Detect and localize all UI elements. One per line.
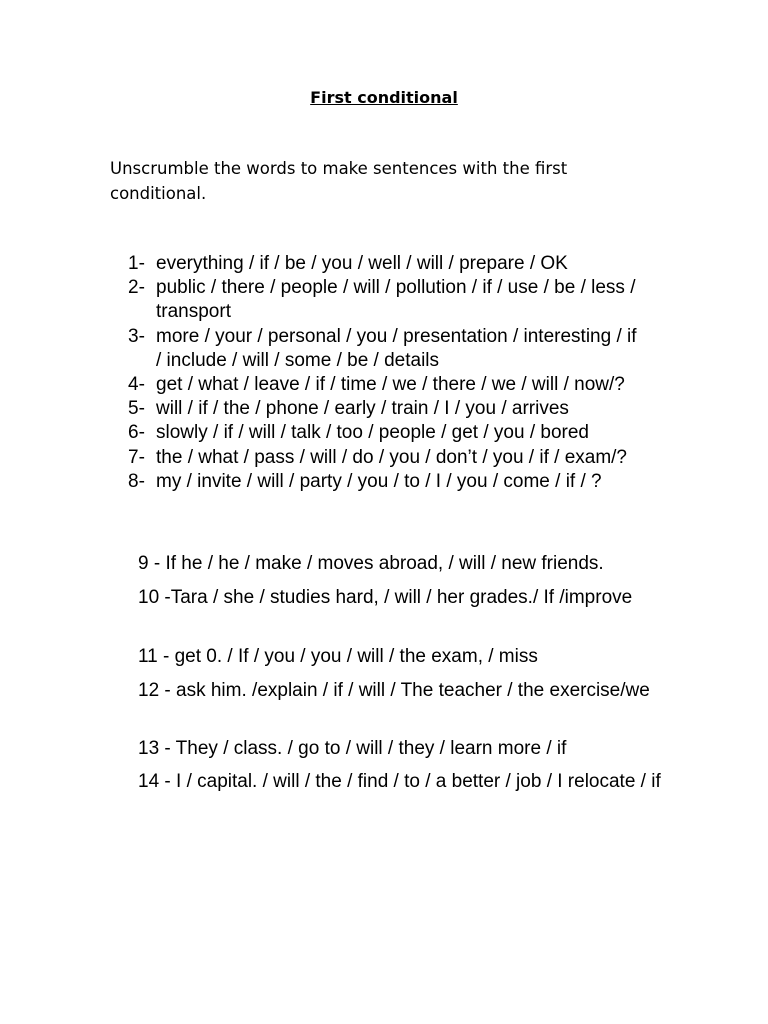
item-number: 2- [128, 277, 145, 299]
list-item [128, 252, 638, 276]
item-number: 5- [128, 398, 145, 420]
list-item [128, 446, 638, 470]
instructions-text: Unscrumble the words to make sentences with the first conditional. [110, 159, 568, 203]
item-text: get / what / leave / if / time / we / there / we / will / now/? [156, 374, 625, 396]
list-item [128, 397, 638, 421]
item-number: 1- [128, 253, 145, 274]
item-number: 7- [128, 446, 145, 468]
item-text: my / invite / will / party / you / to / I / you / come / if / ? [156, 470, 602, 492]
exercise-item-11: 11 - get 0. / If / you / you / will / the exam, / miss [138, 646, 538, 667]
list-item [128, 373, 638, 397]
document-title: First conditional [310, 88, 458, 107]
item-number: 8- [128, 470, 145, 492]
item-number: 3- [128, 325, 145, 347]
exercise-item-9: 9 - If he / he / make / moves abroad, / will / new friends. [138, 553, 604, 574]
list-item [128, 421, 638, 445]
list-item [128, 470, 638, 494]
exercise-item-13: 13 - They / class. / go to / will / they / learn more / if [138, 738, 567, 759]
item-text: everything / if / be / you / well / will / prepare / OK [156, 253, 568, 274]
item-text: public / there / people / will / pollution / if / use / be / less / transport [156, 277, 636, 323]
exercise-item-14: 14 - I / capital. / will / the / find / to / a better / job / I relocate / if [138, 771, 661, 792]
item-text: slowly / if / will / talk / too / people / get / you / bored [156, 422, 589, 444]
list-item [128, 276, 638, 324]
item-number: 6- [128, 422, 145, 444]
item-text: will / if / the / phone / early / train / I / you / arrives [156, 398, 569, 420]
exercise-item-12: 12 - ask him. /explain / if / will / The teacher / the exercise/we [138, 680, 650, 701]
numbered-exercise-list [128, 252, 638, 494]
list-item [128, 325, 638, 373]
item-number: 4- [128, 374, 145, 396]
item-text: more / your / personal / you / presentation / interesting / if / include / will / some / be / details [156, 325, 637, 371]
item-text: the / what / pass / will / do / you / don’t / you / if / exam/? [156, 446, 628, 468]
exercise-item-10: 10 -Tara / she / studies hard, / will / her grades./ If /improve [138, 587, 633, 608]
